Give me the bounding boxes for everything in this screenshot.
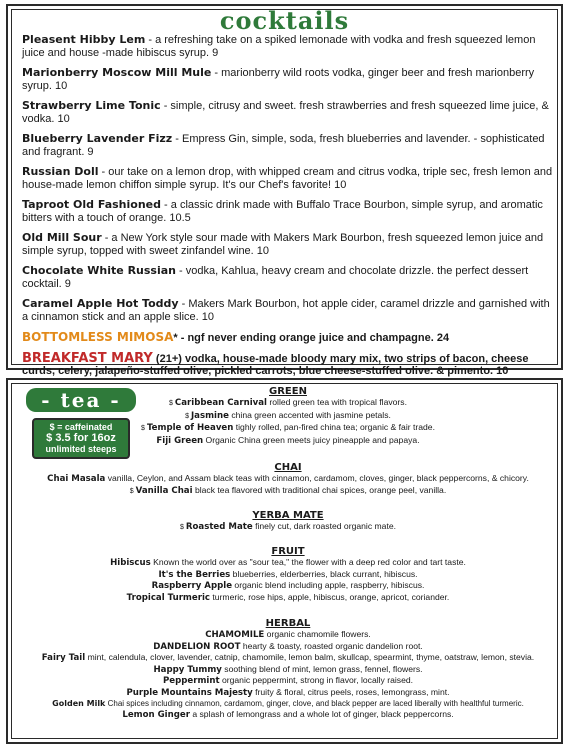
tea-name: Fairy Tail xyxy=(41,653,86,664)
tea-desc: hearty & toasty, roasted organic dandelion root. xyxy=(240,640,423,651)
tea-line xyxy=(22,397,554,410)
tea-name: Purple Mountains Majesty xyxy=(126,687,253,698)
tea-line xyxy=(22,664,554,676)
cocktail-desc: - a classic drink made with Buffalo Trace Bourbon, simple syrup, and aromatic bitters with a touch of orange. 10.5 xyxy=(22,199,543,224)
tea-note-line: $ = caffeinated xyxy=(49,422,113,432)
tea-name: Roasted Mate xyxy=(185,522,253,532)
caffeine-mark: $ xyxy=(169,400,173,407)
cocktail-name: BREAKFAST MARY xyxy=(22,350,153,366)
tea-desc: Chai spices including cinnamon, cardamom, ginger, clove, and black pepper are laced liberally with healthful turmeric. xyxy=(105,698,524,708)
cocktail-item xyxy=(22,265,554,290)
tea-line xyxy=(22,652,554,664)
tea-desc: tighly rolled, pan-fired china tea; organic & fair trade. xyxy=(233,422,435,433)
tea-name: DANDELION ROOT xyxy=(153,641,241,652)
cocktail-item xyxy=(22,100,554,125)
tea-section-yerba-mate xyxy=(22,510,554,534)
cocktail-desc: - Empress Gin, simple, soda, fresh blueberries and lavender. - sophisticated and fragrant. 9 xyxy=(22,133,545,158)
tea-name: Peppermint xyxy=(162,676,220,687)
cocktail-item xyxy=(22,166,554,191)
tea-desc: china green accented with jasmine petals. xyxy=(228,409,391,420)
tea-desc: organic peppermint, strong in flavor, locally raised. xyxy=(219,675,414,686)
tea-line xyxy=(22,422,554,435)
tea-name: Jasmine xyxy=(190,410,229,421)
tea-line xyxy=(22,432,554,447)
cocktail-desc: - Makers Mark Bourbon, hot apple cider, caramel drizzle and garnished with a cinnamon stick and an apple slice. 10 xyxy=(22,298,550,323)
cocktail-name: Chocolate White Russian xyxy=(22,264,176,277)
cocktail-item-featured xyxy=(22,350,554,378)
tea-name: Caribbean Carnival xyxy=(174,398,268,408)
section-heading: CHAI xyxy=(274,462,302,473)
tea-name: It's the Berries xyxy=(158,569,231,580)
tea-line xyxy=(22,521,554,534)
section-heading: GREEN xyxy=(269,386,307,397)
cocktail-name: Marionberry Moscow Mill Mule xyxy=(22,66,212,79)
tea-desc: black tea flavored with traditional chai spices, orange peel, vanilla. xyxy=(192,484,447,495)
caffeine-mark: $ xyxy=(141,425,145,433)
tea-line xyxy=(22,569,554,581)
tea-section-fruit xyxy=(22,546,554,603)
tea-name: Chai Masala xyxy=(47,474,106,484)
caffeine-mark: $ xyxy=(179,524,184,531)
cocktail-item xyxy=(22,232,554,257)
cocktail-desc: - simple, citrusy and sweet. fresh strawberries and fresh squeezed lime juice, & vodka. 10 xyxy=(22,100,549,125)
cocktails-list xyxy=(22,34,554,386)
cocktail-name: Taproot Old Fashioned xyxy=(22,198,161,211)
tea-title: - tea - xyxy=(26,388,136,412)
tea-name: Raspberry Apple xyxy=(151,581,233,592)
tea-name: Vanilla Chai xyxy=(135,485,193,496)
tea-desc: organic chamomile flowers. xyxy=(264,629,371,639)
cocktail-desc: - a New York style sour made with Makers Mark Bourbon, fresh squeezed lemon juice and simple syrup, topped with sweet zinfandel wine. 10 xyxy=(22,232,544,257)
tea-line xyxy=(22,641,554,653)
section-heading: HERBAL xyxy=(265,618,311,629)
tea-desc: finely cut, dark roasted organic mate. xyxy=(252,521,397,531)
cocktail-name: Pleasent Hibby Lem xyxy=(22,33,146,46)
tea-line xyxy=(22,675,554,687)
cocktail-desc: (21+) vodka, house-made bloody mary mix, two strips of bacon, cheese curds, celery, jalapeño-stuffed olive, pickled carrots, blue cheese-stuffed olive. & pimento. 10 xyxy=(22,352,529,377)
tea-desc: fruity & floral, citrus peels, roses, lemongrass, mint. xyxy=(252,686,450,697)
cocktail-item xyxy=(22,199,554,224)
tea-name: Fiji Green xyxy=(156,435,204,446)
caffeine-mark: $ xyxy=(129,487,134,495)
tea-line xyxy=(22,629,554,641)
tea-section-chai xyxy=(22,462,554,497)
section-heading: YERBA MATE xyxy=(252,510,324,521)
cocktail-name: Russian Doll xyxy=(22,165,99,178)
tea-note-line: unlimited steeps xyxy=(45,444,117,454)
cocktail-desc: - a refreshing take on a spiked lemonade with vodka and fresh squeezed lemon juice and house -made hibiscus syrup. 9 xyxy=(22,34,536,59)
tea-desc: blueberries, elderberries, black currant, hibiscus. xyxy=(230,568,418,579)
tea-line xyxy=(22,473,554,485)
tea-panel xyxy=(6,378,563,744)
tea-name: Happy Tummy xyxy=(153,664,222,675)
cocktail-item xyxy=(22,67,554,92)
tea-line xyxy=(22,699,554,710)
cocktail-name: Caramel Apple Hot Toddy xyxy=(22,297,179,310)
tea-desc: vanilla, Ceylon, and Assam black teas with cinnamon, cardamom, cloves, ginger, black peppercorns, & chicory. xyxy=(105,473,529,483)
cocktail-desc: - our take on a lemon drop, with whipped cream and citrus vodka, triple sec, fresh lemon and house-made lemon chiffon simple syrup. It's our Chef's favorite! 10 xyxy=(22,166,553,191)
tea-section-herbal xyxy=(22,618,554,721)
cocktails-panel xyxy=(6,4,563,377)
tea-desc: Organic China green meets juicy pineapple and papaya. xyxy=(203,434,420,445)
cocktail-name: BOTTOMLESS MIMOSA xyxy=(22,330,174,344)
tea-line xyxy=(22,709,554,721)
cocktail-desc: - vodka, Kahlua, heavy cream and chocolate drizzle. the perfect dessert cocktail. 9 xyxy=(22,265,529,290)
tea-name: Temple of Heaven xyxy=(146,423,234,434)
tea-desc: Known the world over as "sour tea," the flower with a deep red color and tart taste. xyxy=(150,557,466,567)
tea-line xyxy=(22,410,554,423)
tea-line xyxy=(22,580,554,592)
cocktail-desc: - marionberry wild roots vodka, ginger beer and fresh marionberry syrup. 10 xyxy=(22,67,535,92)
tea-name: Lemon Ginger xyxy=(122,710,190,721)
cocktail-name: Old Mill Sour xyxy=(22,231,102,244)
tea-line xyxy=(22,485,554,498)
tea-section-green xyxy=(22,386,554,446)
tea-desc: soothing blend of mint, lemon grass, fennel, flowers. xyxy=(221,663,423,674)
cocktail-item-featured xyxy=(22,331,554,345)
tea-desc: rolled green tea with tropical flavors. xyxy=(267,397,407,407)
cocktail-item xyxy=(22,34,554,59)
cocktail-name: Strawberry Lime Tonic xyxy=(22,99,161,112)
tea-line xyxy=(22,592,554,604)
section-heading: FRUIT xyxy=(271,546,305,557)
tea-desc: turmeric, rose hips, apple, hibiscus, orange, apricot, coriander. xyxy=(210,591,450,602)
cocktails-title: cocktails xyxy=(219,6,350,35)
tea-name: Tropical Turmeric xyxy=(126,592,210,603)
tea-line xyxy=(22,557,554,569)
cocktail-desc: * - ngf never ending orange juice and champagne. 24 xyxy=(173,332,450,344)
cocktail-item xyxy=(22,133,554,158)
tea-desc: a splash of lemongrass and a whole lot of ginger, black peppercorns. xyxy=(189,709,454,720)
tea-name: Hibiscus xyxy=(110,558,151,568)
tea-desc: mint, calendula, clover, lavender, catnip, chamomile, lemon balm, skullcap, spearmint, thyme, oatstraw, lemon, stevia. xyxy=(85,652,535,663)
tea-name: Golden Milk xyxy=(52,698,106,708)
caffeine-mark: $ xyxy=(185,412,189,420)
tea-desc: organic blend including apple, raspberry, hibiscus. xyxy=(232,580,425,591)
tea-line xyxy=(22,687,554,699)
tea-note-line: $ 3.5 for 16oz xyxy=(46,432,116,444)
tea-name: CHAMOMILE xyxy=(205,630,265,640)
cocktail-name: Blueberry Lavender Fizz xyxy=(22,132,173,145)
cocktail-item xyxy=(22,298,554,323)
